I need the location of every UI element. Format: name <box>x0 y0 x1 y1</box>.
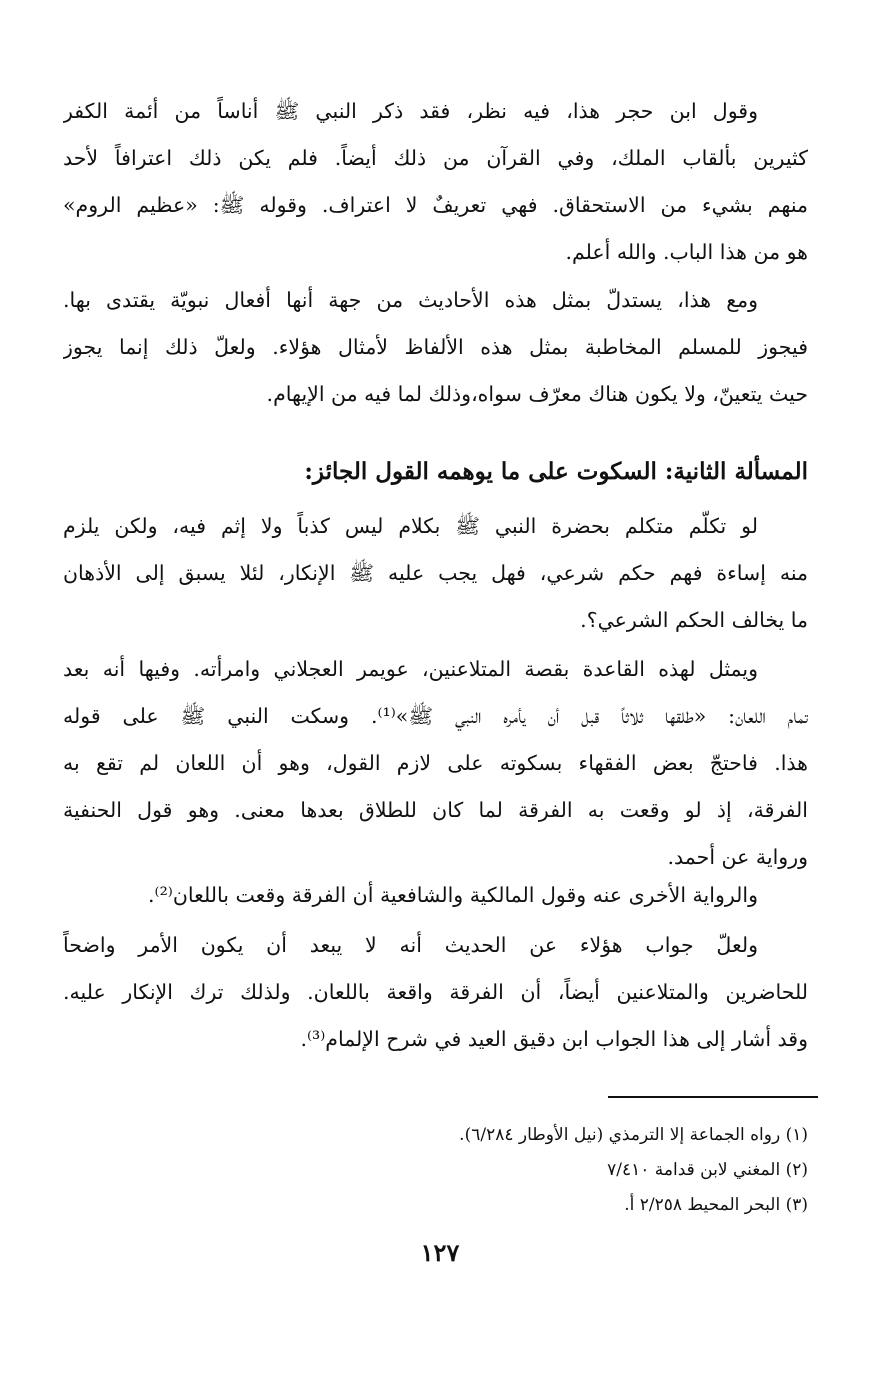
page-number: ١٢٧ <box>420 1238 460 1267</box>
paragraph-line: منه إساءة فهم حكم شرعي، فهل يجب عليه ﷺ الإنكار، لئلا يسبق إلى الأذهان <box>63 561 808 585</box>
paragraph-line: الفرقة، إذ لو وقعت به الفرقة لما كان للطلاق بعدها معنى. وهو قول الحنفية <box>63 798 808 822</box>
section-heading: المسألة الثانية: السكوت على ما يوهمه القول الجائز: <box>304 458 808 485</box>
paragraph-1 <box>63 88 808 276</box>
paragraph-line: فيجوز للمسلم المخاطبة بمثل هذه الألفاظ لأمثال هؤلاء. ولعلّ ذلك إنما يجوز <box>63 335 808 359</box>
footnote-divider <box>608 1096 818 1098</box>
paragraph-line: ورواية عن أحمد. <box>667 845 808 869</box>
paragraph-line: والرواية الأخرى عنه وقول المالكية والشافعية أن الفرقة وقعت باللعان⁽²⁾. <box>148 883 758 907</box>
paragraph-4 <box>63 646 808 881</box>
paragraph-2 <box>63 277 808 418</box>
paragraph-6 <box>63 922 808 1063</box>
paragraph-line: تمام اللعان: «طلقها ثلاثاً قبل أن يأمره النبي ﷺ»⁽¹⁾. وسكت النبي ﷺ على قوله <box>63 704 808 728</box>
paragraph-line: منهم بشيء من الاستحقاق. فهي تعريفٌ لا اعتراف. وقوله ﷺ: «عظيم الروم» <box>63 193 808 217</box>
paragraph-line: ولعلّ جواب هؤلاء عن الحديث أنه لا يبعد أن يكون الأمر واضحاً <box>63 933 758 957</box>
paragraph-line: للحاضرين والمتلاعنين أيضاً، أن الفرقة واقعة باللعان. ولذلك ترك الإنكار عليه. <box>63 980 808 1004</box>
footnote-2: (٢) المغني لابن قدامة ٧/٤١٠ <box>607 1160 808 1180</box>
paragraph-line: لو تكلّم متكلم بحضرة النبي ﷺ بكلام ليس كذباً ولا إثم فيه، ولكن يلزم <box>63 514 758 538</box>
paragraph-line: حيث يتعينّ، ولا يكون هناك معرّف سواه،وذلك لما فيه من الإيهام. <box>266 382 808 406</box>
paragraph-line: هو من هذا الباب. والله أعلم. <box>565 240 808 264</box>
paragraph-line: وقد أشار إلى هذا الجواب ابن دقيق العيد في شرح الإلمام⁽³⁾. <box>300 1027 808 1051</box>
paragraph-line: هذا. فاحتجّ بعض الفقهاء بسكوته على لازم القول، وهو أن اللعان لم تقع به <box>63 751 808 775</box>
paragraph-line: ما يخالف الحكم الشرعي؟. <box>580 608 808 632</box>
paragraph-3 <box>63 503 808 644</box>
paragraph-line: وقول ابن حجر هذا، فيه نظر، فقد ذكر النبي ﷺ أناساً من أئمة الكفر <box>63 99 758 123</box>
footnotes <box>63 1118 808 1223</box>
paragraph-line: ويمثل لهذه القاعدة بقصة المتلاعنين، عويمر العجلاني وامرأته. وفيها أنه بعد <box>63 657 758 681</box>
paragraph-line: ومع هذا، يستدلّ بمثل هذه الأحاديث من جهة أنها أفعال نبويّة يقتدى بها. <box>63 288 758 312</box>
footnote-3: (٣) البحر المحيط ٢/٢٥٨ أ. <box>624 1195 808 1215</box>
paragraph-line: كثيرين بألقاب الملك، وفي القرآن من ذلك أيضاً. فلم يكن ذلك اعترافاً لأحد <box>63 146 808 170</box>
paragraph-5 <box>63 872 808 919</box>
footnote-1: (١) رواه الجماعة إلا الترمذي (نيل الأوطار ٦/٢٨٤). <box>459 1125 808 1145</box>
